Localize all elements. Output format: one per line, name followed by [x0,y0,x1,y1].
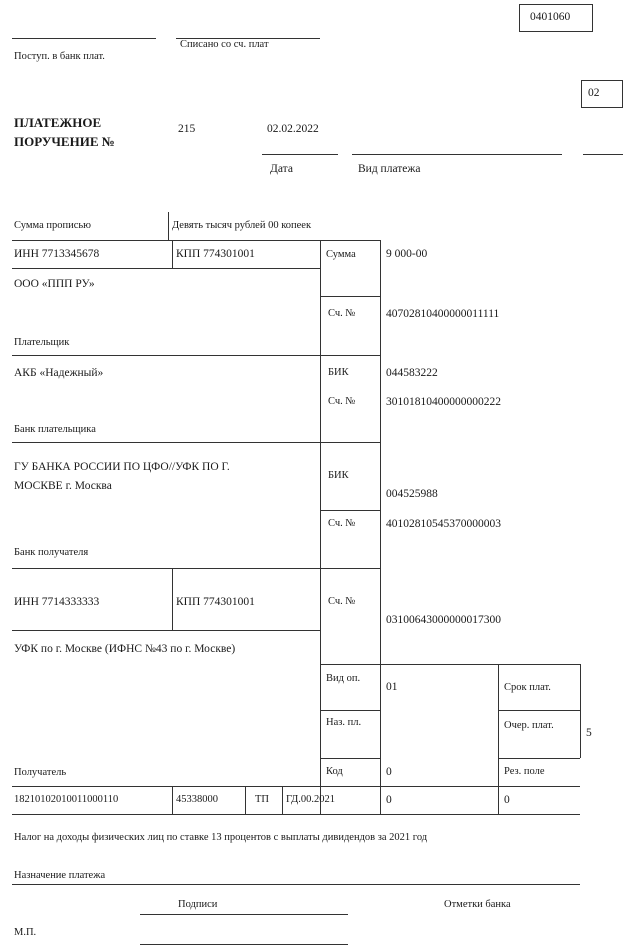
payee-bank-name-line1: ГУ БАНКА РОССИИ ПО ЦФО//УФК ПО Г. [14,461,230,473]
payer-bank-label: Банк плательщика [14,424,96,435]
signatures-label: Подписи [178,899,218,910]
op-type-label: Вид оп. [326,673,361,684]
signature-line-1 [140,914,348,915]
doc-date: 02.02.2022 [267,123,319,135]
payee-bank-bik-label: БИК [328,470,349,481]
bank-marks-label: Отметки банка [444,899,511,910]
purpose-text: Налог на доходы физических лиц по ставке 13 процентов с выплаты дивидендов за 2021 год [14,832,428,843]
payee-bank-bik-value: 004525988 [386,488,438,500]
row-payer-end [12,355,380,356]
payer-name: ООО «ППП РУ» [14,278,95,290]
payee-account-label: Сч. № [328,596,356,607]
payee-bank-account-label: Сч. № [328,518,356,529]
received-label: Поступ. в банк плат. [14,51,105,62]
payer-bank-account-value: 30101810400000000222 [386,396,501,408]
col-main-divider [320,240,321,814]
row-inn-payer [12,268,320,269]
row-purpose [320,710,380,711]
payer-label: Плательщик [14,337,70,348]
payer-bank-account-label: Сч. № [328,396,356,407]
payee-bank-label: Банк получателя [14,547,89,558]
purpose-line [12,884,580,885]
purpose-label: Назначение платежа [14,870,106,881]
row-code-right [498,758,580,759]
priority-label: Очер. плат. [504,720,554,731]
op-type-value: 01 [386,681,398,693]
code-label: Код [326,766,343,777]
col-tax-4 [380,786,381,814]
tax-kbk: 18210102010011000110 [14,794,119,805]
row-code [320,758,380,759]
payer-sum-label: Сумма [326,249,356,260]
amount-words-value: Девять тысяч рублей 00 копеек [172,220,312,231]
col-inn-kpp-payer [172,240,173,268]
row-op-type [320,664,580,665]
payment-type-label: Вид платежа [358,163,421,175]
col-right-edge [580,664,581,758]
debited-label: Списано со сч. плат [180,39,269,50]
payee-name: УФК по г. Москве (ИФНС №43 по г. Москве) [14,643,236,655]
signature-line-2 [140,944,348,945]
payer-account-label: Сч. № [328,308,356,319]
tax-doc-number: 0 [386,794,392,806]
payer-bank-bik-label: БИК [328,367,349,378]
col-tax-2 [245,786,246,814]
payee-kpp: КПП 774301001 [176,596,255,608]
payer-bank-bik-value: 044583222 [386,367,438,379]
row-payee-bank-bik [320,510,380,511]
payment-type-line [352,154,562,155]
tax-oktmo: 45338000 [176,794,218,805]
due-date-label: Срок плат. [504,682,551,693]
amount-words-divider [168,212,169,240]
row-payee-end [12,786,580,787]
doc-title-line1: ПЛАТЕЖНОЕ [14,115,102,130]
tax-basis: ТП [255,794,269,805]
row-sum [320,296,380,297]
tax-doc-date: 0 [504,794,510,806]
doc-title-line2: ПОРУЧЕНИЕ № [14,134,115,149]
payee-inn: ИНН 7714333333 [14,596,100,608]
payee-bank-name-line2: МОСКВЕ г. Москва [14,480,112,492]
tax-period: ГД.00.2021 [286,794,336,805]
code-value: 0 [386,766,392,778]
col-inn-kpp-payee [172,568,173,630]
status-code: 02 [588,87,600,99]
payer-sum-value: 9 000-00 [386,248,428,260]
payee-label: Получатель [14,767,67,778]
payee-account-value: 03100643000000017300 [386,614,501,626]
row-purpose-right [498,710,580,711]
status-underline [583,154,623,155]
date-line [262,154,338,155]
grid-top [12,240,380,241]
row-tax-end [12,814,580,815]
row-inn-payee [12,630,320,631]
row-payer-bank-end [12,442,380,443]
row-payee-bank-end [12,568,380,569]
stamp-label: М.П. [14,927,37,938]
received-line [12,38,156,39]
amount-words-label: Сумма прописью [14,220,92,231]
purpose-code-label: Наз. пл. [326,717,362,728]
payer-bank-name: АКБ «Надежный» [14,367,104,379]
col-tax-3 [282,786,283,814]
reserve-label: Рез. поле [504,766,545,777]
date-label: Дата [270,163,293,175]
form-code: 0401060 [530,11,571,23]
col-tax-1 [172,786,173,814]
col-right-block [498,664,499,814]
payee-bank-account-value: 40102810545370000003 [386,518,501,530]
priority-value: 5 [586,727,592,739]
payer-account-value: 40702810400000011111 [386,308,500,320]
payer-inn: ИНН 7713345678 [14,248,100,260]
doc-number: 215 [178,123,196,135]
payer-kpp: КПП 774301001 [176,248,255,260]
col-value-divider [380,240,381,786]
